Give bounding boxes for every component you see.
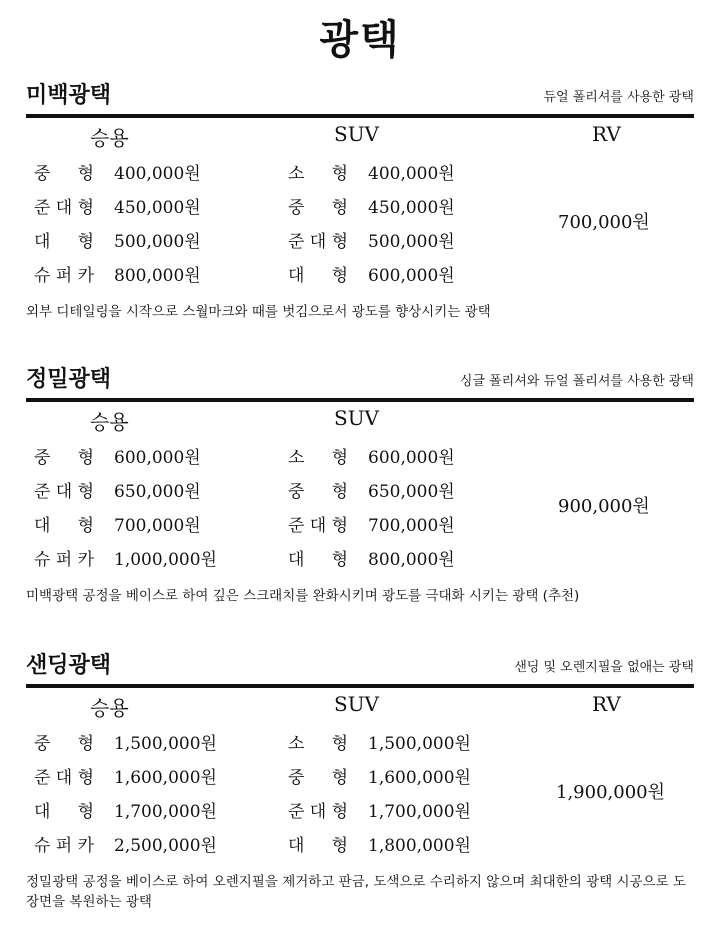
passenger-row [34,472,201,506]
price-section [26,74,694,322]
rv-price: 900,000원 [558,496,650,517]
size-label-char: 슈 [34,835,51,856]
suv-row [288,792,471,826]
passenger-row [34,222,201,256]
column-header-suv: SUV [334,692,379,716]
size-label-char: 대 [288,265,305,286]
size-label-char: 형 [331,447,348,468]
price-value: 650,000원 [114,481,201,502]
price-value: 450,000원 [114,197,201,218]
column-header-rv: RV [592,692,621,716]
size-label-char: 준 [288,515,305,536]
size-label-char: 형 [331,163,348,184]
size-label-char: 형 [77,231,94,252]
size-label-char: 형 [331,231,348,252]
size-label-char: 중 [34,447,51,468]
section-subtitle: 싱글 폴리셔와 듀얼 폴리셔를 사용한 광택 [459,374,694,389]
size-label-char: 준 [288,801,305,822]
size-label-char: 형 [77,801,94,822]
price-value: 800,000원 [114,265,201,286]
size-label [288,477,348,502]
size-label [288,763,348,788]
size-label [288,193,348,218]
size-label-char: 슈 [34,265,51,286]
size-label [34,729,94,754]
section-title: 정밀광택 [26,367,112,392]
size-label-char: 대 [34,515,51,536]
size-label-char: 중 [288,197,305,218]
price-value: 500,000원 [368,231,455,252]
size-label-char: 카 [77,549,94,570]
suv-row [288,154,455,188]
column-header-passenger: 승용 [90,126,129,150]
section-subtitle: 샌딩 및 오렌지필을 없애는 광택 [514,660,694,675]
section-title: 샌딩광택 [26,653,112,678]
rv-price: 700,000원 [558,212,650,233]
price-value: 1,700,000원 [114,801,217,822]
size-label-char: 형 [77,197,94,218]
price-section [26,358,694,606]
section-title: 미백광택 [26,83,112,108]
size-label-char: 형 [331,767,348,788]
price-value: 800,000원 [368,549,455,570]
passenger-row [34,758,217,792]
price-value: 2,500,000원 [114,835,217,856]
size-label [34,511,94,536]
size-label-char: 대 [288,835,305,856]
passenger-row [34,188,201,222]
size-label-char: 중 [34,163,51,184]
size-label-char: 대 [34,231,51,252]
size-label-char: 준 [34,197,51,218]
price-value: 1,700,000원 [368,801,471,822]
size-label-char: 중 [34,733,51,754]
suv-row [288,472,455,506]
size-label [34,831,94,856]
size-label-char: 형 [331,197,348,218]
size-label [34,477,94,502]
size-label [34,443,94,468]
size-label-char: 슈 [34,549,51,570]
price-rows [26,438,694,578]
size-label-char: 대 [309,515,327,536]
passenger-row [34,792,217,826]
price-value: 1,500,000원 [368,733,471,754]
size-label-char: 형 [77,447,94,468]
price-value: 700,000원 [114,515,201,536]
size-label-char: 형 [77,733,94,754]
section-header [26,74,694,114]
size-label [288,159,348,184]
price-value: 1,600,000원 [114,767,217,788]
size-label [34,227,94,252]
size-label-char: 소 [288,447,305,468]
size-label-char: 형 [77,481,94,502]
page-title: 광택 [319,17,401,63]
price-value: 1,600,000원 [368,767,471,788]
suv-row [288,222,455,256]
size-label [34,545,94,570]
price-rows [26,724,694,864]
section-note: 정밀광택 공정을 베이스로 하여 오렌지필을 제거하고 판금, 도색으로 수리하지 않으며 최대한의 광택 시공으로 도장면을 복원하는 광택 [26,874,686,910]
passenger-row [34,506,201,540]
size-label-char: 형 [77,163,94,184]
size-label [288,261,348,286]
column-header-suv: SUV [334,406,379,430]
section-header [26,358,694,398]
size-label-char: 카 [77,835,94,856]
size-label-char: 대 [55,767,73,788]
passenger-row [34,724,217,758]
size-label-char: 소 [288,163,305,184]
passenger-row [34,826,217,860]
size-label-char: 형 [331,733,348,754]
size-label [34,797,94,822]
size-label-char: 준 [34,481,51,502]
size-label-char: 준 [288,231,305,252]
size-label-char: 형 [331,549,348,570]
size-label-char: 카 [77,265,94,286]
suv-row [288,724,471,758]
passenger-row [34,256,201,290]
size-label-char: 퍼 [55,835,73,856]
size-label-char: 대 [55,197,73,218]
suv-row [288,438,455,472]
price-value: 700,000원 [368,515,455,536]
price-rows [26,154,694,294]
column-header-passenger: 승용 [90,696,129,720]
size-label-char: 대 [309,231,327,252]
size-label-char: 형 [331,481,348,502]
suv-row [288,256,455,290]
size-label [34,261,94,286]
column-header-passenger: 승용 [90,410,129,434]
size-label-char: 준 [34,767,51,788]
size-label [288,511,348,536]
passenger-row [34,438,201,472]
size-label-char: 형 [331,801,348,822]
suv-row [288,758,471,792]
price-value: 600,000원 [368,447,455,468]
size-label-char: 대 [34,801,51,822]
size-label [288,797,348,822]
size-label-char: 대 [309,801,327,822]
column-header-suv: SUV [334,122,379,146]
size-label [34,159,94,184]
size-label [288,831,348,856]
section-subtitle: 듀얼 폴리셔를 사용한 광택 [543,90,694,105]
size-label-char: 형 [331,835,348,856]
size-label-char: 대 [55,481,73,502]
price-value: 650,000원 [368,481,455,502]
size-label-char: 소 [288,733,305,754]
column-header-rv: RV [592,122,621,146]
price-value: 1,500,000원 [114,733,217,754]
size-label-char: 형 [331,515,348,536]
price-section [26,644,694,912]
suv-row [288,506,455,540]
section-note: 외부 디테일링을 시작으로 스월마크와 때를 벗김으로서 광도를 향상시키는 광택 [26,304,491,320]
passenger-row [34,154,201,188]
size-label [288,227,348,252]
size-label-char: 중 [288,481,305,502]
price-value: 500,000원 [114,231,201,252]
size-label-char: 퍼 [55,549,73,570]
column-headers [26,118,694,154]
suv-row [288,540,455,574]
size-label [288,729,348,754]
size-label [34,193,94,218]
size-label-char: 형 [77,767,94,788]
price-value: 450,000원 [368,197,455,218]
size-label [288,443,348,468]
price-value: 400,000원 [114,163,201,184]
price-value: 400,000원 [368,163,455,184]
suv-row [288,188,455,222]
price-value: 1,000,000원 [114,549,217,570]
size-label-char: 중 [288,767,305,788]
rv-price: 1,900,000원 [556,782,665,803]
size-label-char: 형 [77,515,94,536]
passenger-row [34,540,217,574]
size-label [288,545,348,570]
column-headers [26,402,694,438]
suv-row [288,826,471,860]
size-label-char: 대 [288,549,305,570]
size-label-char: 퍼 [55,265,73,286]
column-headers [26,688,694,724]
price-value: 600,000원 [368,265,455,286]
section-header [26,644,694,684]
section-note: 미백광택 공정을 베이스로 하여 깊은 스크래치를 완화시키며 광도를 극대화 시키는 광택 (추천) [26,588,580,604]
size-label-char: 형 [331,265,348,286]
size-label [34,763,94,788]
price-value: 1,800,000원 [368,835,471,856]
price-value: 600,000원 [114,447,201,468]
